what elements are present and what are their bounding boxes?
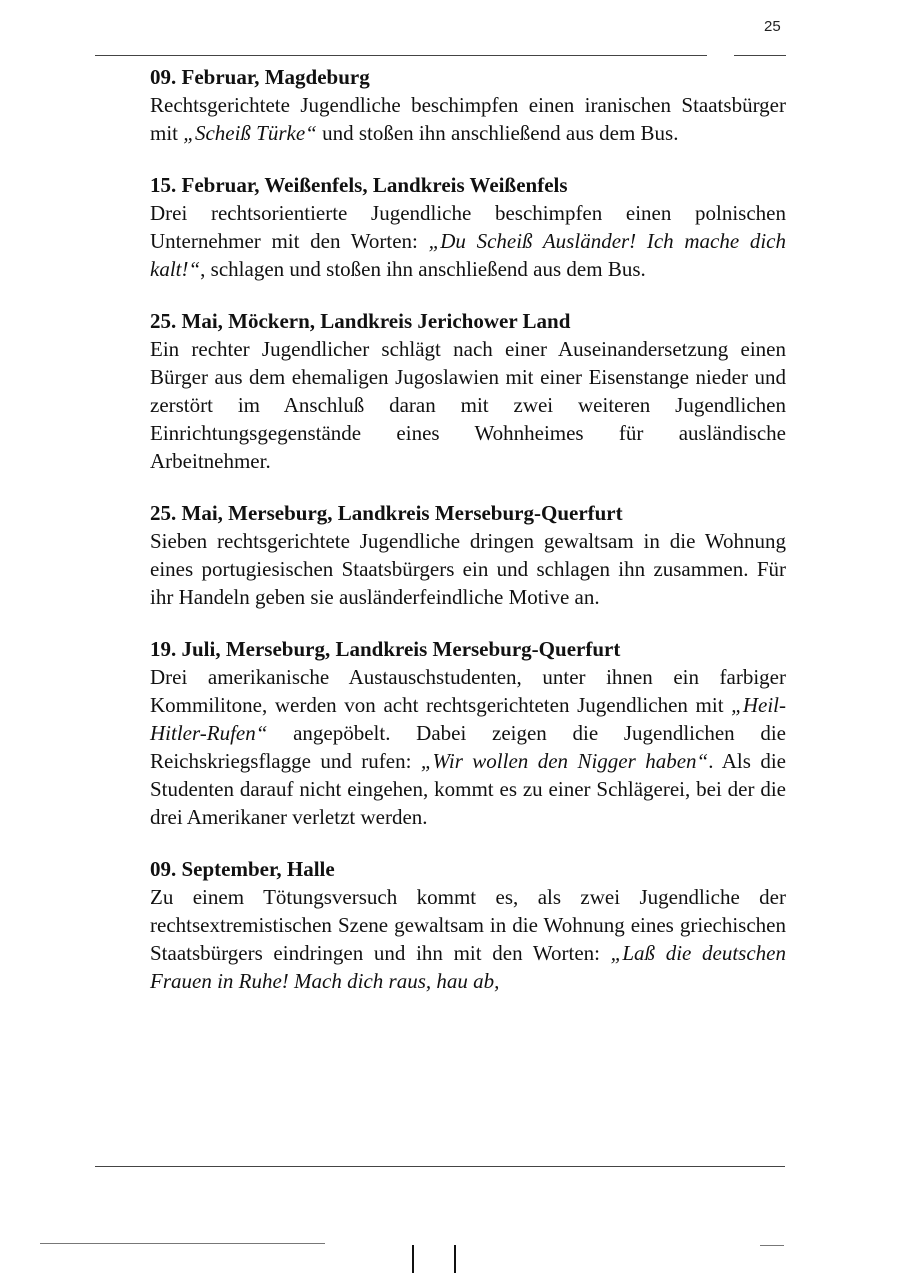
incident-heading: 15. Februar, Weißenfels, Landkreis Weißenfels (150, 173, 568, 197)
text-segment: angepöbelt. Dabei zeigen die Jugendlichen die Reichskriegsflagge und rufen: (150, 721, 786, 773)
incident-entry (150, 635, 786, 831)
header-rule (95, 55, 707, 56)
text-segment: Drei amerikanische Austauschstudenten, unter ihnen ein farbiger Kommilitone, werden von acht rechtsgerichteten Jugendlichen mit (150, 665, 786, 717)
text-segment: Ein rechter Jugendlicher schlägt nach einer Auseinandersetzung einen Bürger aus dem ehemaligen Jugoslawien mit einer Eisenstange nieder und zerstört im Anschluß daran mit zwei weiteren Jugendlichen Einrichtungsgegenstände eines Wohnheimes für ausländische Arbeitnehmer. (150, 337, 786, 473)
quoted-phrase: „Du Scheiß Ausländer! Ich mache dich kalt!“ (150, 229, 786, 281)
incident-text (150, 663, 786, 831)
incident-text (150, 883, 786, 995)
incident-entry (150, 855, 786, 995)
incident-entry (150, 171, 786, 283)
quoted-phrase: „Scheiß Türke“ (183, 121, 317, 145)
binding-mark (412, 1245, 414, 1273)
binding-mark (454, 1245, 456, 1273)
footer-rule (95, 1166, 785, 1167)
text-segment: , schlagen und stoßen ihn anschließend aus dem Bus. (200, 257, 646, 281)
incident-entry (150, 499, 786, 611)
incident-entry (150, 63, 786, 147)
text-segment: Sieben rechtsgerichtete Jugendliche dringen gewaltsam in die Wohnung eines portugiesischen Staatsbürgers ein und schlagen ihn zusammen. Für ihr Handeln geben sie ausländerfeindliche Motive an. (150, 529, 786, 609)
incident-text (150, 199, 786, 283)
incident-entry (150, 307, 786, 475)
incident-heading: 25. Mai, Merseburg, Landkreis Merseburg-Querfurt (150, 501, 623, 525)
incident-text (150, 527, 786, 611)
scan-edge-line (760, 1245, 784, 1246)
header-rule-short (734, 55, 786, 56)
quoted-phrase: „Laß die deutschen Frauen in Ruhe! Mach dich raus, hau ab, (150, 941, 786, 993)
document-body (150, 63, 786, 1019)
text-segment: Drei rechtsorientierte Jugendliche beschimpfen einen polnischen Unternehmer mit den Worten: (150, 201, 786, 253)
quoted-phrase: „Wir wollen den Nigger haben“ (420, 749, 709, 773)
incident-text (150, 335, 786, 475)
text-segment: . Als die Studenten darauf nicht eingehen, kommt es zu einer Schlägerei, bei der die drei Amerikaner verletzt werden. (150, 749, 786, 829)
incident-text (150, 91, 786, 147)
text-segment: und stoßen ihn anschließend aus dem Bus. (316, 121, 679, 145)
text-segment: Rechtsgerichtete Jugendliche beschimpfen einen iranischen Staatsbürger mit (150, 93, 786, 145)
incident-heading: 09. Februar, Magdeburg (150, 65, 370, 89)
quoted-phrase: „Heil-Hitler-Rufen“ (150, 693, 786, 745)
scan-edge-line (40, 1243, 325, 1244)
text-segment: Zu einem Tötungsversuch kommt es, als zwei Jugendliche der rechtsextremistischen Szene gewaltsam in die Wohnung eines griechischen Staatsbürgers eindringen und ihn mit den Worten: (150, 885, 786, 965)
page-number: 25 (764, 18, 781, 35)
incident-heading: 25. Mai, Möckern, Landkreis Jerichower Land (150, 309, 571, 333)
incident-heading: 19. Juli, Merseburg, Landkreis Merseburg-Querfurt (150, 637, 621, 661)
incident-heading: 09. September, Halle (150, 857, 335, 881)
